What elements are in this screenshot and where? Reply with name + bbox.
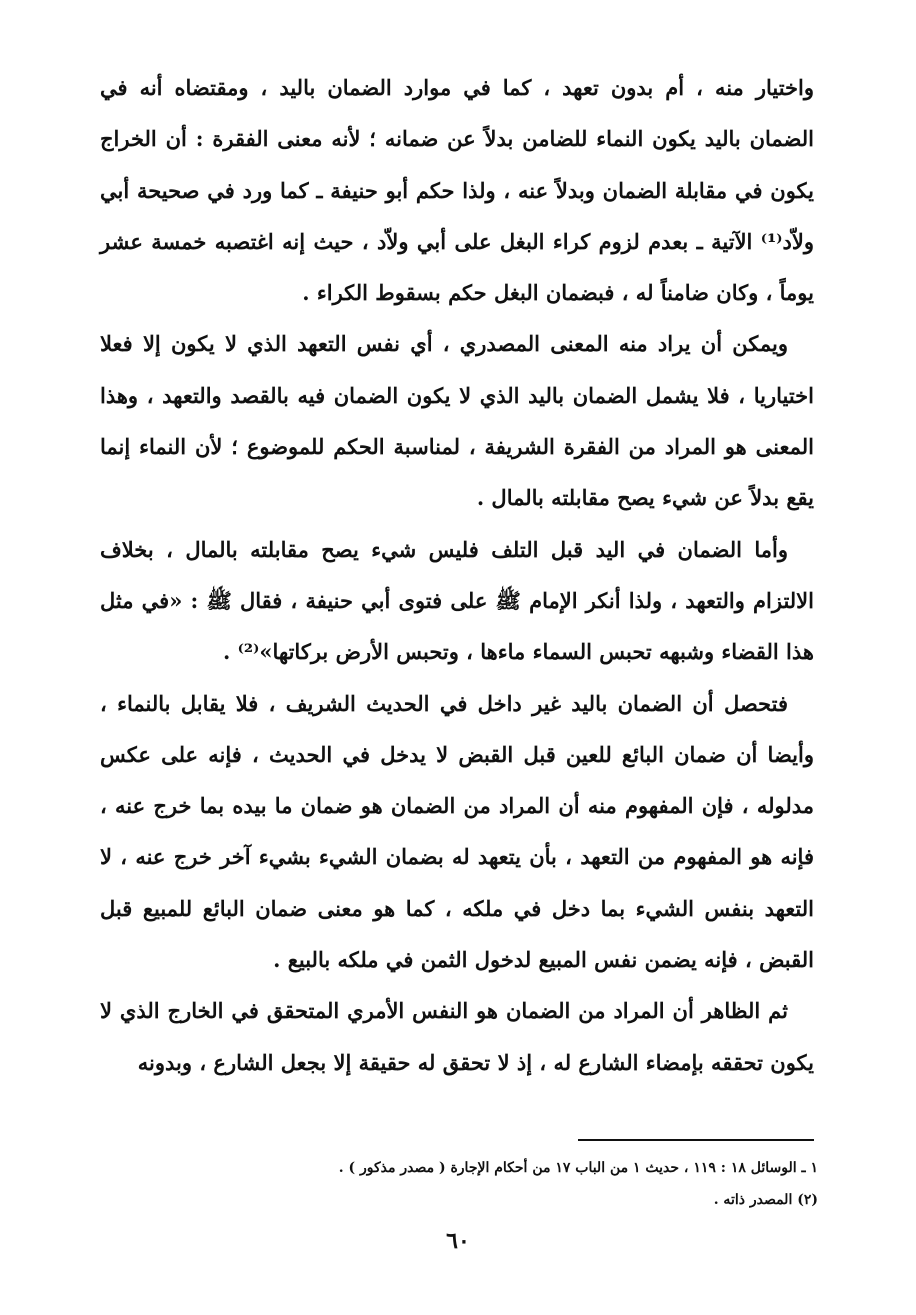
footnote-1: ١ ـ الوسائل ١٨ : ١١٩ ، حديث ١ من الباب ١٧ من أحكام الإجارة ( مصدر مذكور ) .: [338, 1160, 818, 1176]
paragraph-3: وأما الضمان في اليد قبل التلف فليس شيء يصح مقابلته بالمال ، بخلاف الالتزام والتعهد ، ولذا أنكر الإمام ﷺ على فتوى أبي حنيفة ، فقال ﷺ : «في مثل هذا القضاء وشبهه تحبس السماء ماءها ، وتحبس الأرض بركاتها»⁽²⁾ .: [100, 536, 814, 665]
paragraph-2: ويمكن أن يراد منه المعنى المصدري ، أي نفس التعهد الذي لا يكون إلا فعلا اختياريا ، فلا يشمل الضمان باليد الذي لا يكون الضمان فيه بالقصد والتعهد ، وهذا المعنى هو المراد من الفقرة الشريفة ، لمناسبة الحكم للموضوع ؛ لأن النماء إنما يقع بدلاً عن شيء يصح مقابلته بالمال .: [100, 331, 814, 511]
paragraph-4: فتحصل أن الضمان باليد غير داخل في الحديث الشريف ، فلا يقابل بالنماء ، وأيضا أن ضمان البائع للعين قبل القبض لا يدخل في الحديث ، فإنه على عكس مدلوله ، فإن المفهوم منه أن المراد من الضمان هو ضمان ما بيده بما خرج عنه ، فإنه هو المفهوم من التعهد ، بأن يتعهد له بضمان الشيء بشيء آخر خرج عنه ، لا التعهد بنفس الشيء بما دخل في ملكه ، كما هو معنى ضمان البائع للمبيع قبل القبض ، فإنه يضمن نفس المبيع لدخول الثمن في ملكه بالبيع .: [100, 690, 814, 973]
page-number: ٦٠: [446, 1228, 470, 1254]
footnote-2: (٢) المصدر ذاته .: [713, 1192, 818, 1208]
footnote-divider: [578, 1139, 814, 1141]
footnotes: [100, 1152, 818, 1216]
body-text: [100, 62, 814, 1088]
paragraph-5: ثم الظاهر أن المراد من الضمان هو النفس الأمري المتحقق في الخارج الذي لا يكون تحققه بإمضاء الشارع له ، إذ لا تحقق له حقيقة إلا بجعل الشارع ، وبدونه: [100, 998, 814, 1075]
paragraph-1: واختيار منه ، أم بدون تعهد ، كما في موارد الضمان باليد ، ومقتضاه أنه في الضمان باليد يكون النماء للضامن بدلاً عن ضمانه ؛ لأنه معنى الفقرة : أن الخراج يكون في مقابلة الضمان وبدلاً عنه ، ولذا حكم أبو حنيفة ـ كما ورد في صحيحة أبي ولاّد⁽¹⁾ الآتية ـ بعدم لزوم كراء البغل على أبي ولاّد ، حيث إنه اغتصبه خمسة عشر يوماً ، وكان ضامناً له ، فبضمان البغل حكم بسقوط الكراء .: [100, 75, 814, 306]
